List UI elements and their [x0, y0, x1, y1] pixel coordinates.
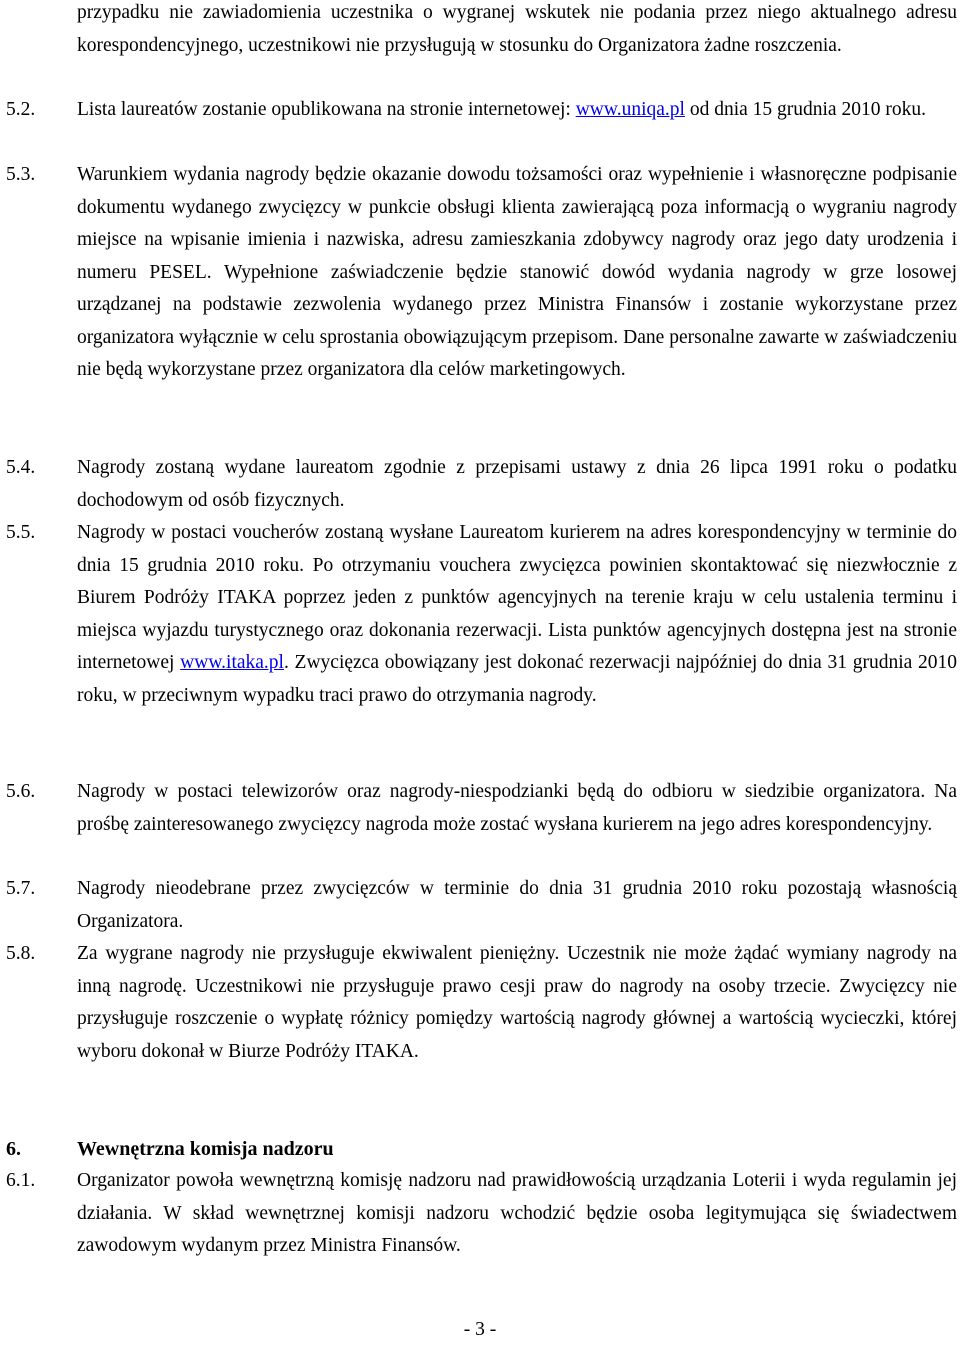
section-text: Za wygrane nagrody nie przysługuje ekwiwalent pieniężny. Uczestnik nie może żądać wymiany nagrody na inną nagrodę. Uczestnikowi nie przysługuje prawo cesji praw do nagrody na osoby trzecie. Zwycięzcy nie przysługuje roszczenie o wypłatę różnicy pomiędzy wartością nagrody głównej a wartością wycieczki, której wyboru dokonał w Biurze Podróży ITAKA.	[77, 943, 957, 1062]
section-text	[77, 94, 957, 127]
section-5-5	[0, 517, 960, 712]
section-number: 5.6.	[6, 781, 36, 802]
text-after-link: . Zwycięzca obowiązany jest dokonać rezerwacji najpóźniej do dnia 31 grudnia 2010 roku, w przeciwnym wypadku traci prawo do otrzymania nagrody.	[77, 652, 957, 706]
intro-paragraph	[0, 0, 960, 62]
section-5-4	[0, 452, 960, 517]
section-text: Nagrody nieodebrane przez zwycięzców w terminie do dnia 31 grudnia 2010 roku pozostają własnością Organizatora.	[77, 878, 957, 932]
section-number: 5.5.	[6, 522, 36, 543]
section-5-2	[0, 94, 960, 127]
section-text: Nagrody zostaną wydane laureatom zgodnie z przepisami ustawy z dnia 26 lipca 1991 roku o podatku dochodowym od osób fizycznych.	[77, 457, 957, 511]
section-text	[77, 517, 957, 712]
section-5-7	[0, 873, 960, 938]
section-5-6	[0, 776, 960, 841]
text-after-link: od dnia 15 grudnia 2010 roku.	[684, 99, 926, 120]
itaka-link[interactable]: www.itaka.pl	[180, 652, 284, 673]
section-text: Warunkiem wydania nagrody będzie okazanie dowodu tożsamości oraz wypełnienie i własnoręczne podpisanie dokumentu wydanego zwycięzcy w punkcie obsługi klienta zawierającą poza informacją o wygraniu nagrody miejsce na wpisanie imienia i nazwiska, adresu zamieszkania zdobywcy nagrody oraz jego daty urodzenia i numeru PESEL. Wypełnione zaświadczenie będzie stanowić dowód wydania nagrody w grze losowej urządzanej na podstawie zezwolenia wydanego przez Ministra Finansów i zostanie wykorzystane przez organizatora wyłącznie w celu sprostania obowiązującym przepisom. Dane personalne zawarte w zaświadczeniu nie będą wykorzystane przez organizatora dla celów marketingowych.	[77, 164, 957, 380]
section-number: 5.3.	[6, 164, 36, 185]
text-before-link: Lista laureatów zostanie opublikowana na stronie internetowej:	[77, 99, 576, 120]
section-6-heading	[0, 1133, 960, 1165]
heading-number: 6.	[6, 1138, 21, 1160]
section-number: 5.4.	[6, 457, 36, 478]
heading-title: Wewnętrzna komisja nadzoru	[77, 1138, 334, 1160]
section-6-1	[0, 1165, 960, 1263]
intro-text: przypadku nie zawiadomienia uczestnika o wygranej wskutek nie podania przez niego aktualnego adresu korespondencyjnego, uczestnikowi nie przysługują w stosunku do Organizatora żadne roszczenia.	[77, 2, 957, 56]
section-number: 5.2.	[6, 99, 36, 120]
section-number: 5.7.	[6, 878, 36, 899]
section-text: Nagrody w postaci telewizorów oraz nagrody-niespodzianki będą do odbioru w siedzibie organizatora. Na prośbę zainteresowanego zwycięzcy nagroda może zostać wysłana kurierem na jego adres korespondencyjny.	[77, 781, 957, 835]
section-5-3	[0, 159, 960, 387]
section-5-8	[0, 938, 960, 1068]
section-text: Organizator powoła wewnętrzną komisję nadzoru nad prawidłowością urządzania Loterii i wyda regulamin jej działania. W skład wewnętrznej komisji nadzoru wchodzić będzie osoba legitymująca się świadectwem zawodowym wydanym przez Ministra Finansów.	[77, 1170, 957, 1256]
text-before-link: Nagrody w postaci voucherów zostaną wysłane Laureatom kurierem na adres korespondencyjny w terminie do dnia 15 grudnia 2010 roku. Po otrzymaniu vouchera zwycięzca powinien skontaktować się niezwłocznie z Biurem Podróży ITAKA poprzez jeden z punktów agencyjnych na terenie kraju w celu ustalenia terminu i miejsca wyjazdu turystycznego oraz dokonania rezerwacji. Lista punktów agencyjnych dostępna jest na stronie internetowej	[77, 522, 957, 673]
section-number: 5.8.	[6, 943, 36, 964]
uniqa-link[interactable]: www.uniqa.pl	[575, 99, 685, 120]
page-number: - 3 -	[463, 1319, 497, 1340]
section-number: 6.1.	[6, 1170, 36, 1191]
